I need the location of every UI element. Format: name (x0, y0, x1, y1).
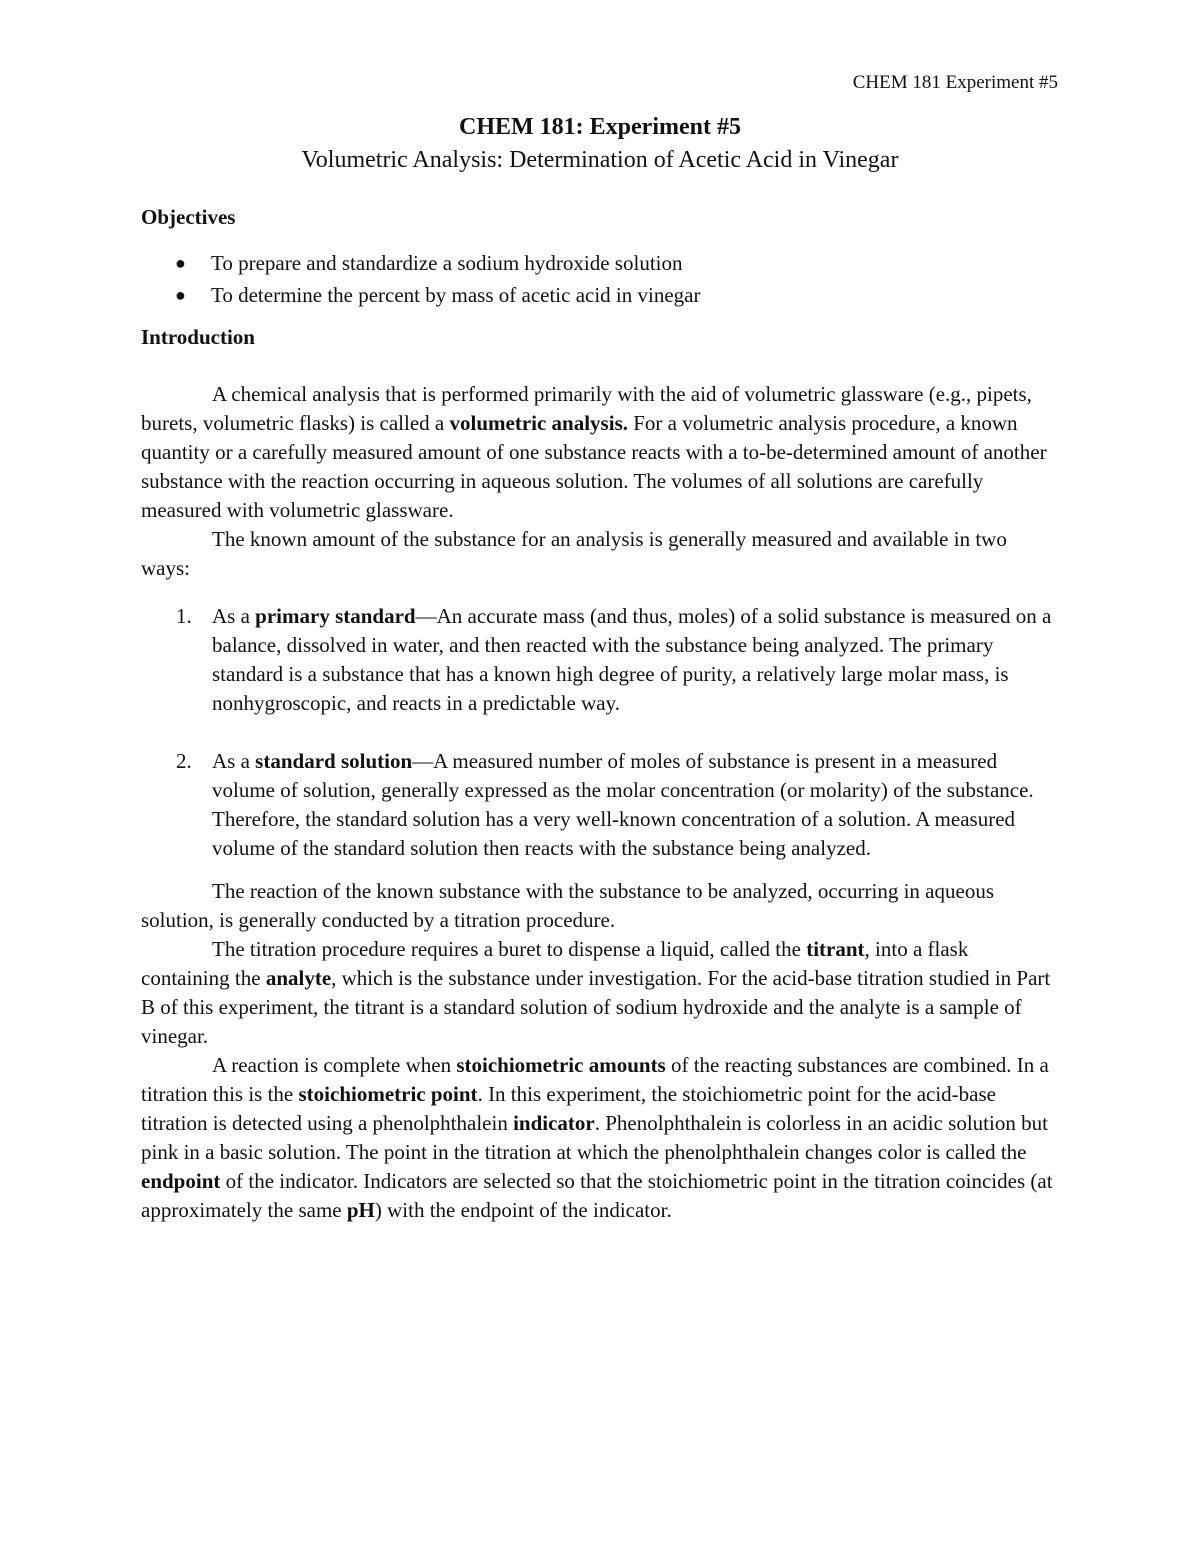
list-item (141, 281, 1061, 310)
document-body (141, 203, 1061, 1225)
paragraph-text: For a volumetric analysis procedure, a known quantity or a carefully measured amount of one substance reacts with a to-be-determined amount of another substance with the reaction occurring in aqueous solution. The volumes of all solutions are carefully measured with volumetric glassware. (141, 411, 1047, 522)
list-item (141, 602, 1061, 718)
paragraph-text: , which is the substance under investigation. For the acid-base titration studied in Part B of this experiment, the titrant is a standard solution of sodium hydroxide and the analyte is a sample of vinegar. (141, 966, 1051, 1048)
standards-list (141, 602, 1061, 863)
term-volumetric-analysis: volumetric analysis. (449, 411, 628, 435)
list-number: 2. (176, 749, 192, 773)
term-titrant: titrant (806, 937, 865, 961)
list-number: 1. (176, 604, 192, 628)
term-ph: pH (346, 1198, 375, 1222)
intro-paragraph-3: The reaction of the known substance with the substance to be analyzed, occurring in aqueous solution, is generally conducted by a titration procedure. (141, 879, 994, 932)
paragraph-text: of the reacting substances are combined. In a titration this is the (141, 1053, 1049, 1106)
paragraph-text: A reaction is complete when (212, 1053, 457, 1077)
bullet-icon: ● (175, 285, 186, 305)
term-indicator: indicator (513, 1111, 595, 1135)
document-subtitle: Volumetric Analysis: Determination of Acetic Acid in Vinegar (301, 147, 899, 173)
document-title: CHEM 181: Experiment #5 (459, 114, 741, 140)
term-analyte: analyte (265, 966, 332, 990)
intro-paragraph-4 (141, 935, 1061, 1051)
intro-paragraph-2: The known amount of the substance for an analysis is generally measured and available in two ways: (141, 527, 1007, 580)
paragraph-text: of the indicator. Indicators are selected so that the stoichiometric point in the titration coincides (at approximately the same (141, 1169, 1053, 1222)
paragraph-text: , into a flask containing the (141, 937, 969, 990)
paragraph-text: . In this experiment, the stoichiometric point for the acid-base titration is detected using a phenolphthalein (141, 1082, 996, 1135)
list-item (141, 747, 1061, 863)
running-header: CHEM 181 Experiment #5 (852, 72, 1058, 93)
term-endpoint: endpoint (141, 1169, 221, 1193)
list-text: —An accurate mass (and thus, moles) of a solid substance is measured on a balance, dissolved in water, and then reacted with the substance being analyzed. The primary standard is a substance that has a known high degree of purity, a relatively large molar mass, is nonhygroscopic, and reacts in a predictable way. (212, 604, 1052, 715)
objectives-list (141, 249, 1061, 310)
paragraph-text: ) with the endpoint of the indicator. (374, 1198, 672, 1222)
term-stoichiometric-point: stoichiometric point (298, 1082, 478, 1106)
paragraph-text: . Phenolphthalein is colorless in an acidic solution but pink in a basic solution. The point in the titration at which the phenolphthalein changes color is called the (141, 1111, 1048, 1164)
list-text: As a (212, 604, 256, 628)
title-block (0, 111, 1200, 176)
intro-paragraph-5 (141, 1051, 1061, 1225)
term-primary-standard: primary standard (255, 604, 416, 628)
paragraph-text: The titration procedure requires a buret to dispense a liquid, called the (212, 937, 807, 961)
term-standard-solution: standard solution (255, 749, 413, 773)
introduction-heading: Introduction (141, 325, 255, 349)
intro-paragraph-1 (141, 380, 1061, 525)
term-stoichiometric-amounts: stoichiometric amounts (456, 1053, 666, 1077)
paragraph-text: A chemical analysis that is performed primarily with the aid of volumetric glassware (e.g., pipets, burets, volumetric flasks) is called a (141, 382, 1032, 435)
objective-text: To prepare and standardize a sodium hydroxide solution (211, 251, 683, 275)
objective-text: To determine the percent by mass of acetic acid in vinegar (211, 283, 701, 307)
list-text: —A measured number of moles of substance is present in a measured volume of solution, generally expressed as the molar concentration (or molarity) of the substance. Therefore, the standard solution has a very well-known concentration of a solution. A measured volume of the standard solution then reacts with the substance being analyzed. (212, 749, 1034, 860)
list-item (141, 249, 1061, 278)
objectives-heading: Objectives (141, 205, 236, 229)
list-text: As a (212, 749, 256, 773)
bullet-icon: ● (175, 253, 186, 273)
